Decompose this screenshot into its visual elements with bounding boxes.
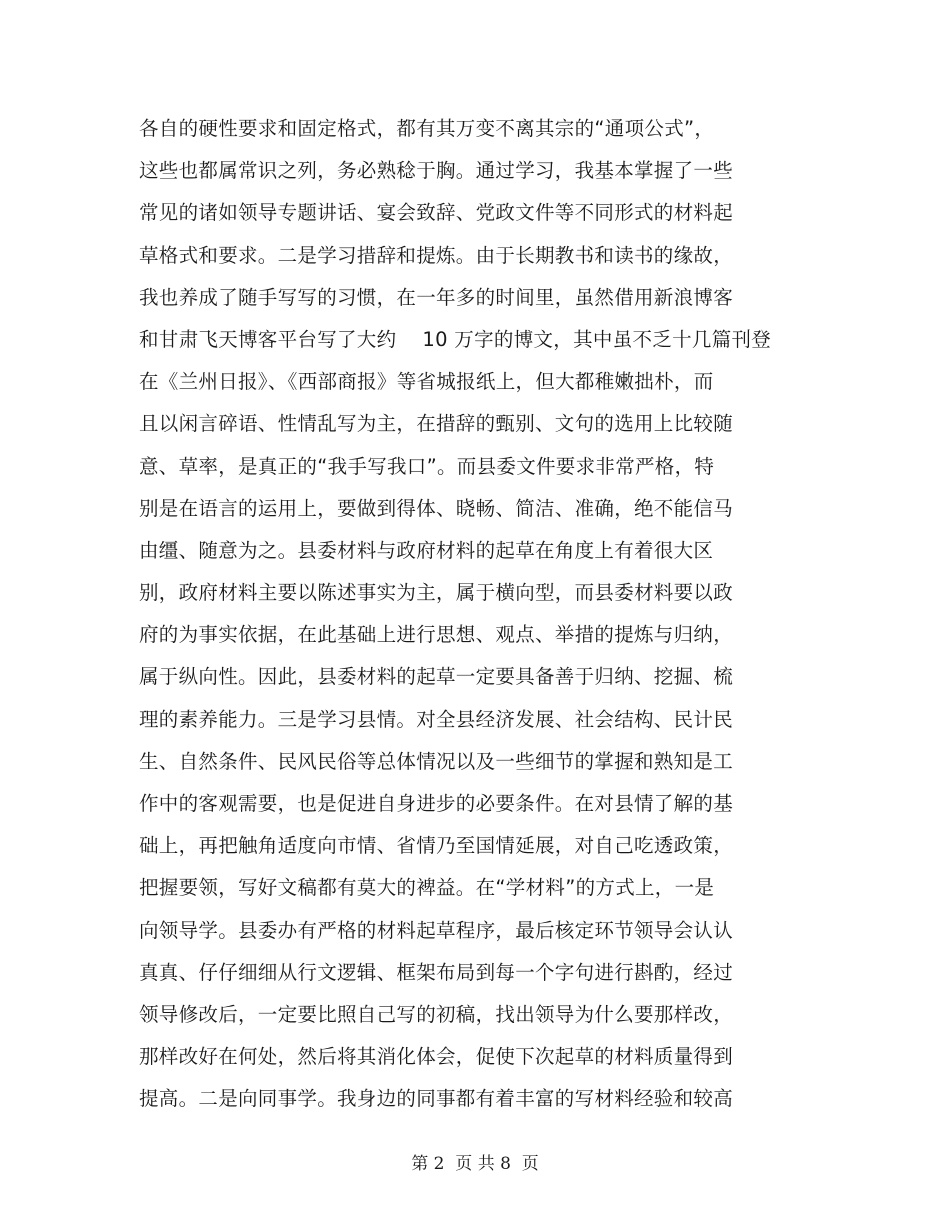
text-line: 属于纵向性。因此，县委材料的起草一定要具备善于归纳、挖掘、梳: [139, 665, 734, 689]
text-line: 作中的客观需要，也是促进自身进步的必要条件。在对县情了解的基: [139, 792, 734, 815]
text-line: 各自的硬性要求和固定格式，都有其万变不离其宗的“通项公式”，: [139, 117, 715, 140]
text-line: 提高。二是向同事学。我身边的同事都有着丰富的写材料经验和较高: [139, 1087, 734, 1111]
text-line: 这些也都属常识之列，务必熟稔于胸。通过学习，我基本掌握了一些: [139, 159, 734, 183]
text-line: 真真、仔仔细细从行文逻辑、框架布局到每一个字句进行斟酌，经过: [139, 960, 734, 984]
text-line: 础上，再把触角适度向市情、省情乃至国情延展，对自己吃透政策，: [139, 834, 734, 858]
text-line: 理的素养能力。三是学习县情。对全县经济发展、社会结构、民计民: [139, 707, 734, 731]
text-line: 我也养成了随手写写的习惯，在一年多的时间里，虽然借用新浪博客: [139, 285, 734, 309]
text-line: 草格式和要求。二是学习措辞和提炼。由于长期教书和读书的缘故，: [139, 243, 734, 267]
text-line: 向领导学。县委办有严格的材料起草程序，最后核定环节领导会认认: [139, 918, 734, 942]
page-number-footer: 第 2 页 共 8 页: [411, 1154, 539, 1174]
text-line: 别是在语言的运用上，要做到得体、晓畅、简洁、准确，绝不能信马: [139, 496, 734, 520]
text-line: 由缰、随意为之。县委材料与政府材料的起草在角度上有着很大区: [139, 538, 714, 562]
text-line: 在《兰州日报》、《西部商报》等省城报纸上，但大都稚嫩拙朴，而: [139, 370, 714, 394]
text-line: 常见的诸如领导专题讲话、宴会致辞、党政文件等不同形式的材料起: [139, 201, 734, 225]
text-line: 领导修改后，一定要比照自己写的初稿，找出领导为什么要那样改，: [139, 1002, 734, 1026]
body-text: [139, 108, 839, 1121]
text-line: 别，政府材料主要以陈述事实为主，属于横向型，而县委材料要以政: [139, 581, 734, 605]
text-line: 生、自然条件、民风民俗等总体情况以及一些细节的掌握和熟知是工: [139, 749, 734, 773]
text-line: 和甘肃飞天博客平台写了大约 10 万字的博文，其中虽不乏十几篇刊登: [139, 327, 772, 351]
text-line: 府的为事实依据，在此基础上进行思想、观点、举措的提炼与归纳，: [139, 623, 734, 647]
text-line: 意、草率，是真正的“我手写我口”。而县委文件要求非常严格，特: [139, 454, 715, 478]
text-line: 把握要领，写好文稿都有莫大的裨益。在“学材料”的方式上，一是: [139, 876, 715, 900]
text-line: 且以闲言碎语、性情乱写为主，在措辞的甄别、文句的选用上比较随: [139, 412, 734, 436]
text-line: 那样改好在何处，然后将其消化体会，促使下次起草的材料质量得到: [139, 1045, 734, 1069]
